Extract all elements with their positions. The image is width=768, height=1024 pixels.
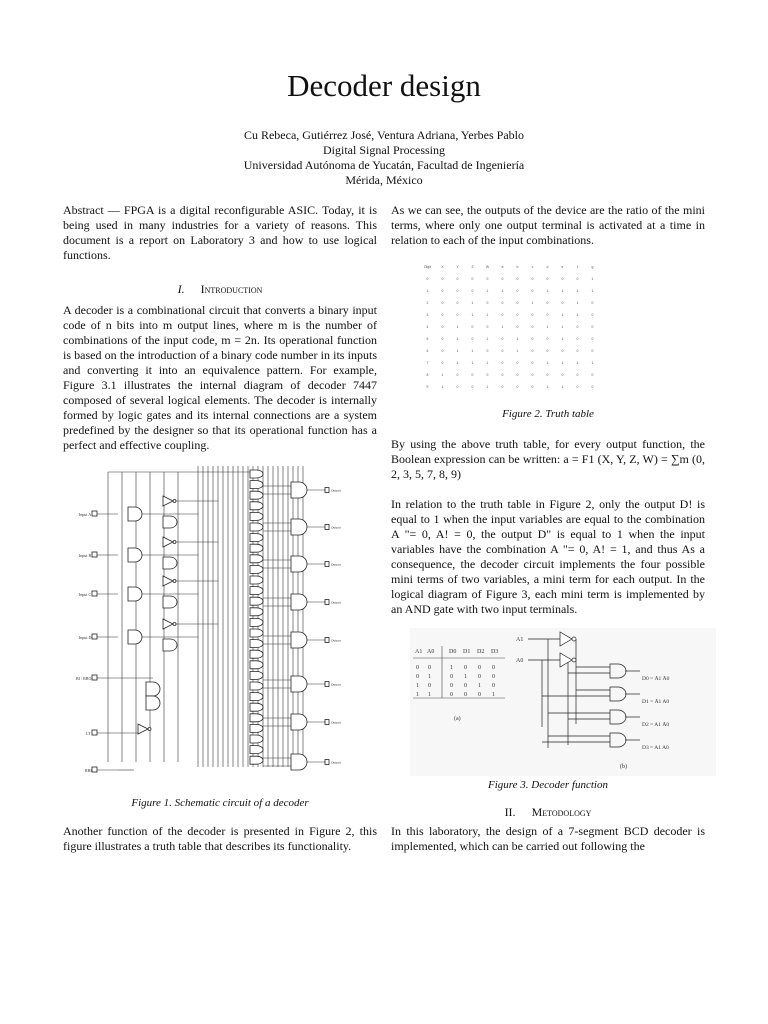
buffer-gate — [163, 619, 173, 629]
output-pin — [325, 638, 329, 643]
fig3-table-cell: 0 — [478, 665, 481, 671]
truth-table-cell: 0 — [501, 385, 504, 389]
truth-table-cell: 0 — [486, 325, 489, 329]
and-gate — [128, 587, 142, 601]
truth-table-row — [420, 273, 600, 285]
boolean-expression-paragraph: By using the above truth table, for every output function, the Boolean expression can be written: a = F1 (X, Y, Z, W) = ∑m (0, 2, 3, 5, 7, 8, 9) — [391, 437, 705, 481]
truth-table-cell: 0 — [516, 361, 519, 365]
output-pin — [325, 562, 329, 567]
figure-2-reference-paragraph: Another function of the decoder is presented in Figure 2, this figure illustrates a truth table that describes its functionality. — [63, 824, 377, 853]
truth-table-cell: 0 — [486, 373, 489, 377]
and-gate — [128, 548, 142, 562]
truth-table-cell: 0 — [501, 313, 504, 317]
and-gate — [250, 629, 263, 637]
truth-table-cell: 0 — [441, 277, 444, 281]
fig1-output-label: Output — [331, 488, 341, 493]
truth-table-cell: 1 — [441, 385, 444, 389]
fig1-output-label: Output — [331, 562, 341, 567]
truth-table-header: c — [531, 265, 534, 269]
and-gate — [250, 576, 263, 584]
truth-table-cell: 0 — [546, 301, 549, 305]
truth-table-cell: 1 — [546, 325, 549, 329]
truth-table-cell: 0 — [531, 349, 534, 353]
fig3-table-cell: 1 — [428, 692, 431, 698]
truth-table-cell: 1 — [576, 289, 579, 293]
truth-table-cell: 0 — [531, 313, 534, 317]
truth-table-cell: 0 — [471, 277, 474, 281]
truth-table-cell: 0 — [441, 301, 444, 305]
and-gate — [250, 671, 263, 679]
truth-table-cell: 1 — [576, 361, 579, 365]
methodology-paragraph: In this laboratory, the design of a 7-segment BCD decoder is implemented, which can be carried out following the — [391, 824, 705, 853]
truth-table-cell: 0 — [501, 301, 504, 305]
truth-table-cell: 1 — [516, 349, 519, 353]
truth-table-cell: 0 — [546, 373, 549, 377]
fig1-rbi-label: RBI — [85, 768, 92, 773]
truth-table-cell: 0 — [471, 289, 474, 293]
fig1-lt-label: LT — [86, 731, 91, 736]
truth-table-cell: 0 — [501, 277, 504, 281]
truth-table-cell: 0 — [486, 349, 489, 353]
truth-table-cell: 1 — [591, 277, 594, 281]
truth-table-cell: 1 — [501, 289, 504, 293]
truth-table-cell: 1 — [561, 325, 564, 329]
section-2-number: II. — [504, 805, 516, 819]
truth-table-cell: 1 — [561, 289, 564, 293]
truth-table-cell: 0 — [591, 313, 594, 317]
truth-table-cell: 1 — [486, 337, 489, 341]
fig3-header-d3: D3 — [491, 649, 499, 655]
truth-table-cell: 0 — [426, 277, 429, 281]
and-gate — [250, 724, 263, 732]
fig3-table-cell: 0 — [492, 683, 495, 689]
input-pin — [92, 511, 97, 516]
truth-table-cell: 2 — [426, 301, 429, 305]
fig1-output-label: Output — [331, 720, 341, 725]
truth-table-row — [420, 369, 600, 381]
truth-table-cell: 9 — [426, 385, 429, 389]
truth-table-cell: 0 — [591, 337, 594, 341]
and-gate — [250, 597, 263, 605]
truth-table-cell: 0 — [441, 325, 444, 329]
truth-table-cell: 1 — [546, 361, 549, 365]
truth-table-cell: 3 — [426, 313, 429, 317]
truth-table-cell: 0 — [531, 325, 534, 329]
truth-table-cell: 0 — [516, 373, 519, 377]
fig1-bi-rbo-label: BI / RBO — [76, 676, 92, 681]
fig3-table-cell: 1 — [416, 683, 419, 689]
truth-table-cell: 0 — [501, 373, 504, 377]
figure-1-schematic — [78, 462, 368, 792]
truth-table-header: a — [501, 265, 504, 269]
and-gate — [291, 594, 307, 610]
truth-table-cell: 0 — [441, 337, 444, 341]
fig3-header-d2: D2 — [477, 649, 485, 655]
truth-table-cell: 0 — [516, 325, 519, 329]
truth-table-cell: 1 — [471, 349, 474, 353]
fig3-table-cell: 0 — [428, 665, 431, 671]
section-1-number: I. — [177, 282, 185, 296]
truth-table-header: Digit — [424, 265, 431, 269]
truth-table-cell: 1 — [471, 313, 474, 317]
truth-table-cell: 0 — [456, 277, 459, 281]
truth-table-row — [420, 309, 600, 321]
truth-table-cell: 0 — [471, 373, 474, 377]
truth-table-cell: 0 — [591, 349, 594, 353]
truth-table-header: Z — [471, 265, 474, 269]
truth-table-header: X — [441, 265, 444, 269]
input-pin — [92, 634, 97, 639]
truth-table-explanation-paragraph: In relation to the truth table in Figure 2, only the output D! is equal to 1 when the input variables are equal to the combination A "= 0, A! = 0, the output D" is equal to 1 when the input variables have the combination A "= 0, A! = 1, and thus As a consequence, the decoder circuit implements the four possible mini terms of two variables, a mini term for each output. In the logical diagram of Figure 3, each mini term is implemented by an AND gate with two input terminals. — [391, 497, 705, 616]
and-gate — [250, 555, 263, 563]
truth-table-cell: 1 — [561, 313, 564, 317]
fig3-table-cell: 0 — [428, 683, 431, 689]
and-gate — [250, 481, 263, 489]
output-pin — [325, 525, 329, 530]
truth-table-cell: 0 — [516, 289, 519, 293]
truth-table-cell: 0 — [501, 337, 504, 341]
figure-3-decoder-diagram — [410, 628, 716, 776]
truth-table-cell: 1 — [486, 385, 489, 389]
truth-table-cell: 0 — [441, 289, 444, 293]
fig3-table-cell: 0 — [478, 674, 481, 680]
and-gate — [291, 754, 307, 770]
and-gate — [291, 632, 307, 648]
output-pin — [325, 600, 329, 605]
fig3-table-cell: 0 — [450, 692, 453, 698]
output-pin — [325, 720, 329, 725]
truth-table-cell: 0 — [441, 361, 444, 365]
and-gate — [163, 639, 177, 651]
and-gate — [250, 587, 263, 595]
output-pin — [325, 760, 329, 765]
buffer-gate — [163, 537, 173, 547]
truth-table-cell: 0 — [561, 373, 564, 377]
truth-table-cell: 0 — [576, 385, 579, 389]
truth-table-cell: 1 — [486, 361, 489, 365]
fig3-label-b: (b) — [620, 764, 627, 770]
fig3-table-cell: 0 — [450, 674, 453, 680]
truth-table-cell: 0 — [591, 373, 594, 377]
truth-table-cell: 0 — [471, 337, 474, 341]
fig3-table-cell: 1 — [492, 692, 495, 698]
and-gate — [250, 714, 263, 722]
and-gate — [163, 596, 177, 608]
fig3-table-cell: 0 — [464, 692, 467, 698]
input-pin — [92, 730, 97, 735]
fig1-output-label: Output — [331, 600, 341, 605]
truth-table-cell: 0 — [501, 349, 504, 353]
fig3-header-d0: D0 — [449, 649, 457, 655]
truth-table-cell: 1 — [426, 289, 429, 293]
truth-table-cell: 1 — [456, 325, 459, 329]
and-gate — [250, 534, 263, 542]
input-pin — [92, 591, 97, 596]
right-intro-paragraph: As we can see, the outputs of the device are the ratio of the mini terms, where only one output terminal is activated at a time in relation to each of the input combinations. — [391, 203, 705, 247]
and-gate — [291, 714, 307, 730]
truth-table-cell: 1 — [531, 301, 534, 305]
fig3-table-cell: 1 — [464, 674, 467, 680]
truth-table-cell: 0 — [531, 337, 534, 341]
affiliation: Universidad Autónoma de Yucatán, Facultad de Ingeniería — [243, 158, 525, 172]
section-2-title: Metodology — [531, 805, 592, 819]
truth-table-cell: 0 — [486, 277, 489, 281]
section-1-heading — [63, 282, 377, 297]
and-gate — [291, 519, 307, 535]
truth-table-header: Y — [456, 265, 459, 269]
buffer-gate — [138, 724, 148, 734]
input-pin — [92, 552, 97, 557]
fig3-table-cell: 0 — [478, 692, 481, 698]
fig3-table-cell: 0 — [492, 665, 495, 671]
and-gate — [146, 682, 160, 696]
author-block — [0, 128, 768, 188]
and-gate — [250, 703, 263, 711]
input-pin — [92, 675, 97, 680]
fig3-table-cell: 0 — [450, 683, 453, 689]
and-gate — [250, 746, 263, 754]
truth-table-row — [420, 345, 600, 357]
fig3-table-cell: 1 — [416, 692, 419, 698]
and-gate — [250, 735, 263, 743]
and-gate — [250, 470, 263, 478]
truth-table-row — [420, 357, 600, 369]
truth-table-cell: 1 — [471, 361, 474, 365]
fig3-table-cell: 0 — [464, 683, 467, 689]
course: Digital Signal Processing — [323, 143, 445, 157]
truth-table-cell: 1 — [486, 289, 489, 293]
truth-table-cell: 0 — [531, 361, 534, 365]
truth-table-cell: 0 — [546, 313, 549, 317]
truth-table-cell: 1 — [456, 349, 459, 353]
truth-table-cell: 0 — [516, 301, 519, 305]
truth-table-cell: 0 — [516, 313, 519, 317]
truth-table-cell: 0 — [471, 325, 474, 329]
fig3-table-cell: 0 — [464, 665, 467, 671]
fig1-input-d-label: Input D — [79, 635, 92, 640]
fig3-table-cell: 1 — [428, 674, 431, 680]
fig3-table-cell: 1 — [478, 683, 481, 689]
truth-table-header: g — [591, 265, 594, 269]
fig3-table-cell: 0 — [492, 674, 495, 680]
truth-table-cell: 1 — [561, 361, 564, 365]
truth-table-cell: 1 — [561, 337, 564, 341]
truth-table-cell: 0 — [531, 373, 534, 377]
fig3-input-a1: A1 — [516, 637, 524, 643]
and-gate — [250, 502, 263, 510]
input-pin — [92, 767, 97, 772]
truth-table-cell: 0 — [471, 385, 474, 389]
and-gate — [250, 565, 263, 573]
truth-table-cell: 0 — [456, 301, 459, 305]
and-gate — [250, 544, 263, 552]
truth-table-header: d — [546, 265, 549, 269]
truth-table-header: e — [561, 265, 564, 269]
fig1-input-b-label: Input B — [79, 553, 92, 558]
truth-table-cell: 0 — [561, 349, 564, 353]
fig1-output-label: Output — [331, 525, 341, 530]
fig3-output-d2: D2 = A1 Ā0 — [642, 722, 670, 728]
truth-table-cell: 1 — [546, 385, 549, 389]
truth-table-row — [420, 321, 600, 333]
truth-table-cell: 1 — [576, 313, 579, 317]
fig1-input-a-label: Input A — [79, 512, 92, 517]
location: Mérida, México — [345, 173, 423, 187]
truth-table-cell: 0 — [576, 349, 579, 353]
truth-table-cell: 0 — [531, 289, 534, 293]
truth-table-cell: 6 — [426, 349, 429, 353]
output-pin — [325, 682, 329, 687]
fig3-output-d0: D0 = Ā1 Ā0 — [642, 676, 670, 682]
truth-table-header: W — [485, 265, 490, 269]
and-gate — [163, 557, 177, 569]
truth-table-cell: 0 — [576, 373, 579, 377]
truth-table-cell: 0 — [531, 385, 534, 389]
authors: Cu Rebeca, Gutiérrez José, Ventura Adriana, Yerbes Pablo — [243, 128, 525, 142]
truth-table-cell: 1 — [546, 289, 549, 293]
truth-table-cell: 0 — [531, 277, 534, 281]
abstract: Abstract — FPGA is a digital reconfigurable ASIC. Today, it is being used in many industries for a variety of reasons. This document is a report on Laboratory 3 and how to use logical functions. — [63, 203, 377, 262]
and-gate — [291, 482, 307, 498]
truth-table-cell: 1 — [591, 289, 594, 293]
truth-table-header: f — [577, 265, 578, 269]
and-gate — [146, 696, 160, 710]
truth-table-cell: 0 — [501, 361, 504, 365]
truth-table-cell: 0 — [591, 385, 594, 389]
truth-table-cell: 0 — [456, 313, 459, 317]
truth-table-cell: 8 — [426, 373, 429, 377]
truth-table-cell: 0 — [561, 301, 564, 305]
truth-table-cell: 0 — [456, 373, 459, 377]
fig3-table-cell: 0 — [416, 665, 419, 671]
fig1-input-c-label: Input C — [79, 592, 92, 597]
truth-table-cell: 1 — [456, 337, 459, 341]
fig3-output-d3: D3 = A1 A0 — [642, 745, 669, 751]
and-gate — [250, 661, 263, 669]
truth-table-cell: 0 — [441, 349, 444, 353]
fig3-table-cell: 0 — [416, 674, 419, 680]
and-gate — [250, 640, 263, 648]
fig1-output-label: Output — [331, 682, 341, 687]
fig3-table-cell: 1 — [450, 665, 453, 671]
and-gate — [250, 618, 263, 626]
and-gate — [291, 556, 307, 572]
truth-table-cell: 0 — [576, 337, 579, 341]
truth-table-cell: 0 — [486, 301, 489, 305]
fig3-header-a1: A1 — [415, 649, 423, 655]
truth-table-cell: 1 — [471, 301, 474, 305]
paper-title: Decoder design — [287, 68, 481, 103]
and-gate — [128, 507, 142, 521]
truth-table-cell: 0 — [576, 277, 579, 281]
fig3-label-a: (a) — [454, 716, 461, 722]
and-gate — [128, 630, 142, 644]
truth-table-cell: 0 — [561, 277, 564, 281]
fig1-output-label: Output — [331, 760, 341, 765]
fig3-header-a0: A0 — [427, 649, 435, 655]
section-2-heading — [391, 805, 705, 820]
truth-table-cell: 0 — [591, 301, 594, 305]
truth-table-cell: 1 — [441, 373, 444, 377]
truth-table-cell: 1 — [561, 385, 564, 389]
and-gate — [291, 676, 307, 692]
truth-table-cell: 0 — [546, 277, 549, 281]
truth-table-cell: 5 — [426, 337, 429, 341]
truth-table-row — [420, 333, 600, 345]
truth-table-cell: 0 — [516, 385, 519, 389]
fig3-header-d1: D1 — [463, 649, 471, 655]
truth-table — [420, 261, 600, 393]
introduction-paragraph: A decoder is a combinational circuit that converts a binary input code of n bits into m output lines, where m is the number of combinations of the input code, m = 2n. Its operational function is based on the introduction of a binary code number in its inputs and converting it into an equivalence pattern. For example, Figure 3.1 illustrates the internal diagram of decoder 7447 composed of several logical elements. The decoder is internally formed by logic gates and its internal connections are a system predefined by the designer so that its operational function has a perfect and effective coupling. — [63, 303, 377, 452]
and-gate — [250, 693, 263, 701]
truth-table-cell: 1 — [591, 361, 594, 365]
truth-table-cell: 0 — [546, 349, 549, 353]
truth-table-cell: 0 — [456, 289, 459, 293]
truth-table-cell: 7 — [426, 361, 429, 365]
figure-2-caption: Figure 2. Truth table — [502, 408, 594, 420]
and-gate — [250, 650, 263, 658]
and-gate — [250, 523, 263, 531]
truth-table-cell: 0 — [441, 313, 444, 317]
figure-1-caption: Figure 1. Schematic circuit of a decoder — [131, 797, 309, 809]
truth-table-header: b — [516, 265, 519, 269]
and-gate — [250, 491, 263, 499]
truth-table-cell: 0 — [516, 277, 519, 281]
truth-table-cell: 1 — [486, 313, 489, 317]
truth-table-cell: 4 — [426, 325, 429, 329]
fig1-output-label: Output — [331, 638, 341, 643]
truth-table-row — [420, 297, 600, 309]
truth-table-cell: 1 — [501, 325, 504, 329]
truth-table-cell: 0 — [591, 325, 594, 329]
and-gate — [250, 608, 263, 616]
section-1-title: Introduction — [200, 282, 263, 296]
truth-table-cell: 0 — [576, 325, 579, 329]
output-pin — [325, 488, 329, 493]
truth-table-cell: 1 — [576, 301, 579, 305]
truth-table-row — [420, 285, 600, 297]
fig3-output-d1: D1 = Ā1 A0 — [642, 699, 670, 705]
truth-table-cell: 0 — [456, 385, 459, 389]
buffer-gate — [163, 576, 173, 586]
and-gate — [250, 756, 263, 764]
fig3-input-a0: A0 — [516, 658, 524, 664]
truth-table-cell: 1 — [516, 337, 519, 341]
and-gate — [250, 682, 263, 690]
and-gate — [163, 516, 177, 528]
truth-table-cell: 0 — [546, 337, 549, 341]
truth-table-row — [420, 381, 600, 393]
and-gate — [250, 512, 263, 520]
figure-3-caption: Figure 3. Decoder function — [488, 779, 608, 791]
buffer-gate — [163, 496, 173, 506]
truth-table-cell: 1 — [456, 361, 459, 365]
